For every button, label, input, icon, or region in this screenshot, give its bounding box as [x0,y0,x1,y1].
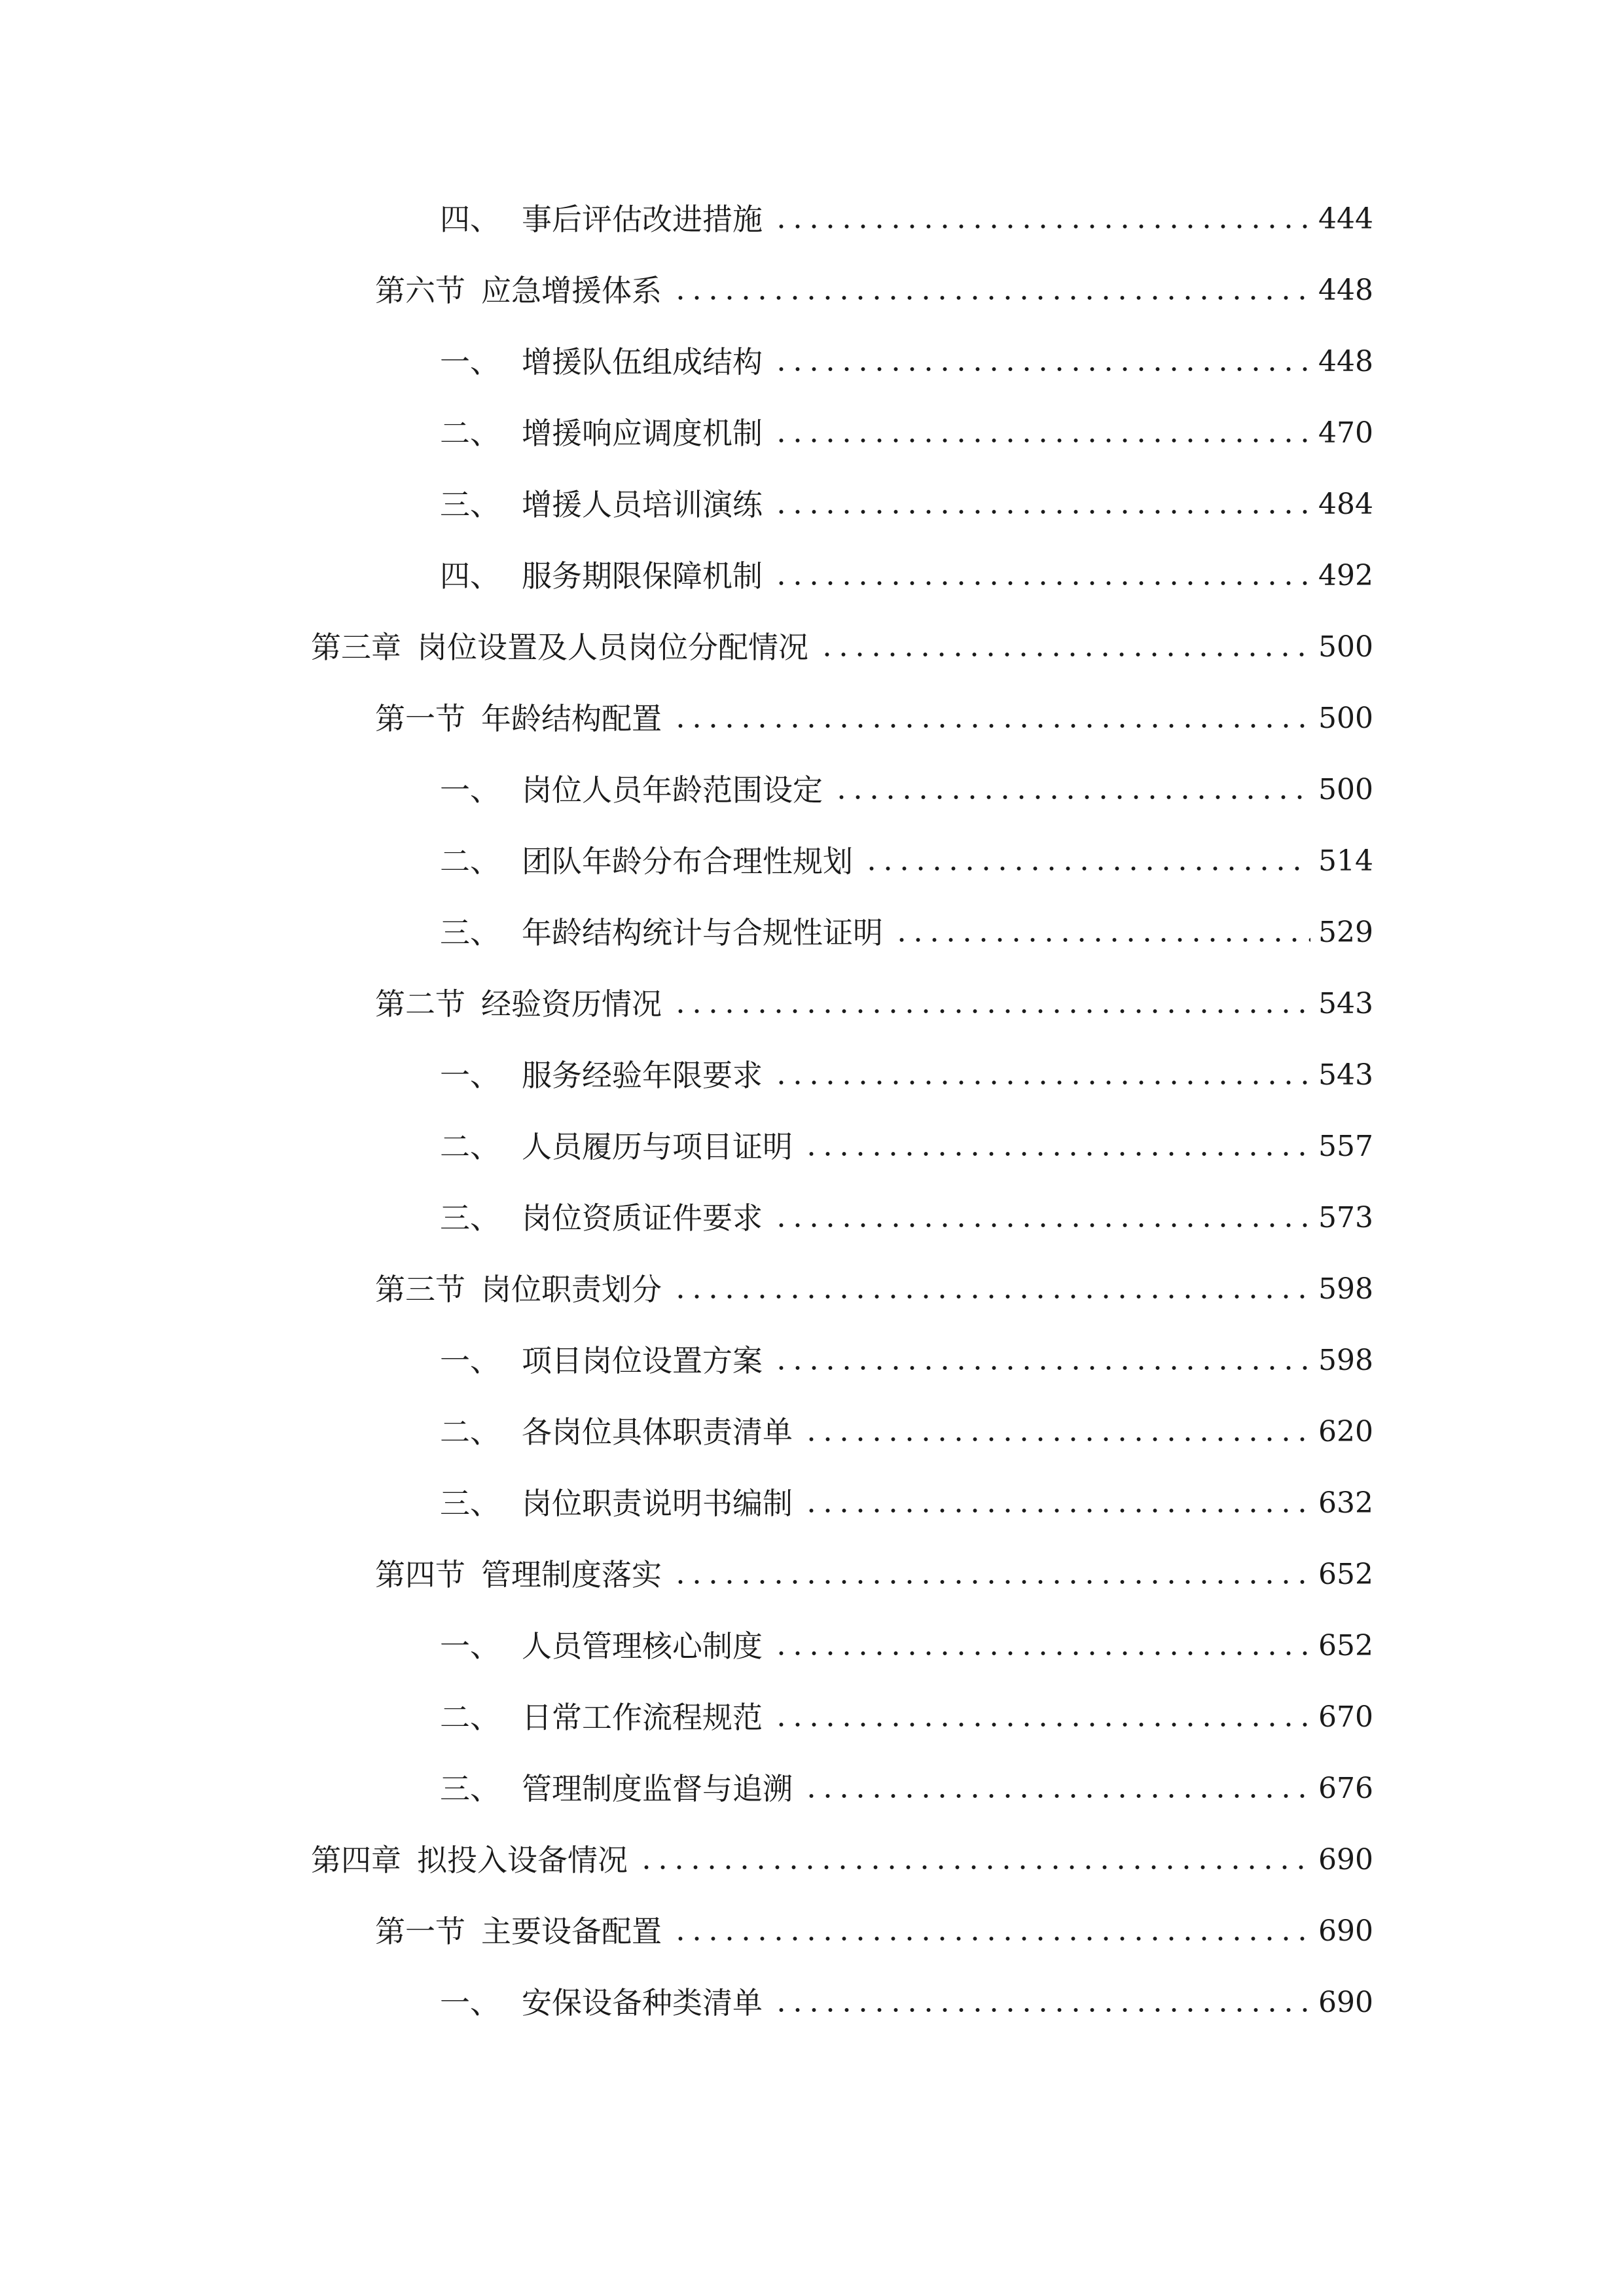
toc-entry-title: 年龄结构统计与合规性证明 [522,915,883,950]
dot-leader [803,1508,1310,1513]
toc-entry[interactable] [311,1837,1373,1883]
toc-entry-page: 500 [1318,702,1373,735]
dot-leader [819,652,1310,657]
toc-entry-page: 444 [1318,202,1373,236]
toc-entry-number: 第六节 [375,273,465,308]
toc-entry-page: 620 [1318,1415,1373,1448]
toc-entry[interactable] [375,268,1373,314]
toc-entry-title: 各岗位具体职责清单 [522,1414,793,1450]
toc-entry-title: 主要设备配置 [481,1914,662,1949]
toc-entry[interactable] [440,1124,1373,1170]
toc-entry-title: 年龄结构配置 [481,701,662,736]
dot-leader [672,1294,1310,1299]
dot-leader [803,1793,1310,1799]
toc-entry-title: 岗位职责划分 [481,1272,662,1307]
toc-entry-number: 二、 [440,416,500,451]
toc-entry-title: 岗位人员年龄范围设定 [522,772,823,808]
toc-entry-title: 服务期限保障机制 [522,558,763,594]
toc-entry-number: 一、 [440,1985,500,2020]
toc-entry-page: 670 [1318,1700,1373,1734]
toc-entry-number: 第四节 [375,1557,465,1592]
toc-entry[interactable] [440,910,1373,956]
toc-entry-number: 三、 [440,915,500,950]
toc-entry-number: 三、 [440,1771,500,1806]
toc-entry-page: 543 [1318,1058,1373,1092]
toc-entry-page: 529 [1318,916,1373,949]
toc-entry-title: 服务经验年限要求 [522,1058,763,1093]
toc-entry-number: 三、 [440,1200,500,1236]
toc-entry-page: 543 [1318,987,1373,1020]
dot-leader [803,1151,1310,1157]
toc-entry[interactable] [375,1266,1373,1312]
toc-entry-page: 573 [1318,1201,1373,1234]
dot-leader [833,795,1310,800]
toc-entry[interactable] [375,696,1373,742]
dot-leader [803,1437,1310,1442]
toc-entry-title: 增援人员培训演练 [522,487,763,522]
toc-entry-title: 团队年龄分布合理性规划 [522,844,853,879]
toc-entry-page: 448 [1318,345,1373,378]
toc-entry-page: 598 [1318,1344,1373,1377]
dot-leader [773,581,1310,586]
dot-leader [773,2007,1310,2013]
toc-entry-number: 二、 [440,1414,500,1450]
toc-entry[interactable] [440,1766,1373,1812]
toc-entry-title: 岗位设置及人员岗位分配情况 [417,630,808,665]
dot-leader [773,1722,1310,1727]
dot-leader [773,1651,1310,1656]
dot-leader [672,1009,1310,1014]
toc-entry-title: 增援响应调度机制 [522,416,763,451]
toc-entry-page: 514 [1318,844,1373,878]
toc-entry-page: 492 [1318,559,1373,592]
toc-entry-title: 增援队伍组成结构 [522,344,763,380]
toc-entry-page: 448 [1318,274,1373,307]
toc-entry[interactable] [375,981,1373,1027]
toc-entry-number: 三、 [440,487,500,522]
toc-entry[interactable] [440,1409,1373,1455]
toc-entry-title: 人员管理核心制度 [522,1628,763,1664]
dot-leader [672,1936,1310,1941]
toc-entry-page: 598 [1318,1272,1373,1306]
toc-entry-number: 一、 [440,1058,500,1093]
toc-entry-title: 人员履历与项目证明 [522,1129,793,1164]
toc-entry[interactable] [440,1980,1373,2026]
toc-entry-number: 三、 [440,1486,500,1521]
dot-leader [672,723,1310,728]
toc-entry-page: 676 [1318,1772,1373,1805]
toc-entry-page: 690 [1318,1843,1373,1876]
toc-entry[interactable] [440,1623,1373,1669]
toc-entry-number: 第四章 [311,1842,401,1878]
toc-entry-title: 经验资历情况 [481,986,662,1022]
toc-entry-page: 652 [1318,1558,1373,1591]
toc-entry[interactable] [440,196,1373,242]
toc-entry[interactable] [440,1338,1373,1384]
toc-entry-number: 二、 [440,1700,500,1735]
toc-entry-number: 一、 [440,772,500,808]
dot-leader [773,367,1310,372]
toc-entry-page: 470 [1318,416,1373,450]
toc-entry-page: 500 [1318,773,1373,806]
toc-entry-number: 一、 [440,1343,500,1378]
toc-entry[interactable] [440,339,1373,385]
toc-entry-number: 一、 [440,1628,500,1664]
toc-entry-title: 项目岗位设置方案 [522,1343,763,1378]
toc-entry-title: 日常工作流程规范 [522,1700,763,1735]
toc-entry-page: 632 [1318,1486,1373,1520]
toc-entry-number: 第三章 [311,630,401,665]
dot-leader [773,1080,1310,1085]
toc-entry[interactable] [311,624,1373,670]
toc-entry-page: 690 [1318,1986,1373,2019]
toc-entry-title: 岗位资质证件要求 [522,1200,763,1236]
dot-leader [638,1865,1310,1870]
dot-leader [773,509,1310,514]
dot-leader [893,937,1310,942]
toc-entry[interactable] [440,410,1373,456]
toc-entry[interactable] [440,1195,1373,1241]
toc-entry-title: 安保设备种类清单 [522,1985,763,2020]
toc-entry-number: 二、 [440,844,500,879]
toc-entry-number: 二、 [440,1129,500,1164]
dot-leader [863,866,1310,871]
toc-entry-title: 应急增援体系 [481,273,662,308]
toc-entry[interactable] [440,1052,1373,1098]
toc-entry-number: 一、 [440,344,500,380]
toc-entry-page: 484 [1318,488,1373,521]
dot-leader [672,295,1310,300]
toc-entry-number: 四、 [440,558,500,594]
toc-entry-page: 690 [1318,1914,1373,1948]
toc-entry-title: 管理制度落实 [481,1557,662,1592]
toc-entry[interactable] [440,1480,1373,1526]
toc-entry-page: 652 [1318,1629,1373,1662]
toc-entry-number: 第一节 [375,1914,465,1949]
dot-leader [773,224,1310,229]
toc-entry-page: 500 [1318,630,1373,664]
dot-leader [773,1365,1310,1371]
dot-leader [773,438,1310,443]
toc-entry-title: 管理制度监督与追溯 [522,1771,793,1806]
dot-leader [773,1223,1310,1228]
toc-entry[interactable] [440,1695,1373,1740]
dot-leader [672,1579,1310,1585]
toc-entry[interactable] [440,482,1373,528]
toc-entry-number: 四、 [440,202,500,237]
toc-entry-title: 拟投入设备情况 [417,1842,628,1878]
toc-entry[interactable] [375,1552,1373,1598]
toc-entry-number: 第一节 [375,701,465,736]
toc-entry-number: 第三节 [375,1272,465,1307]
toc-entry[interactable] [440,838,1373,884]
toc-entry-title: 事后评估改进措施 [522,202,763,237]
toc-entry-page: 557 [1318,1130,1373,1163]
toc-entry[interactable] [375,1909,1373,1954]
toc-entry[interactable] [440,767,1373,813]
toc-entry[interactable] [440,553,1373,599]
toc-entry-title: 岗位职责说明书编制 [522,1486,793,1521]
toc-entry-number: 第二节 [375,986,465,1022]
